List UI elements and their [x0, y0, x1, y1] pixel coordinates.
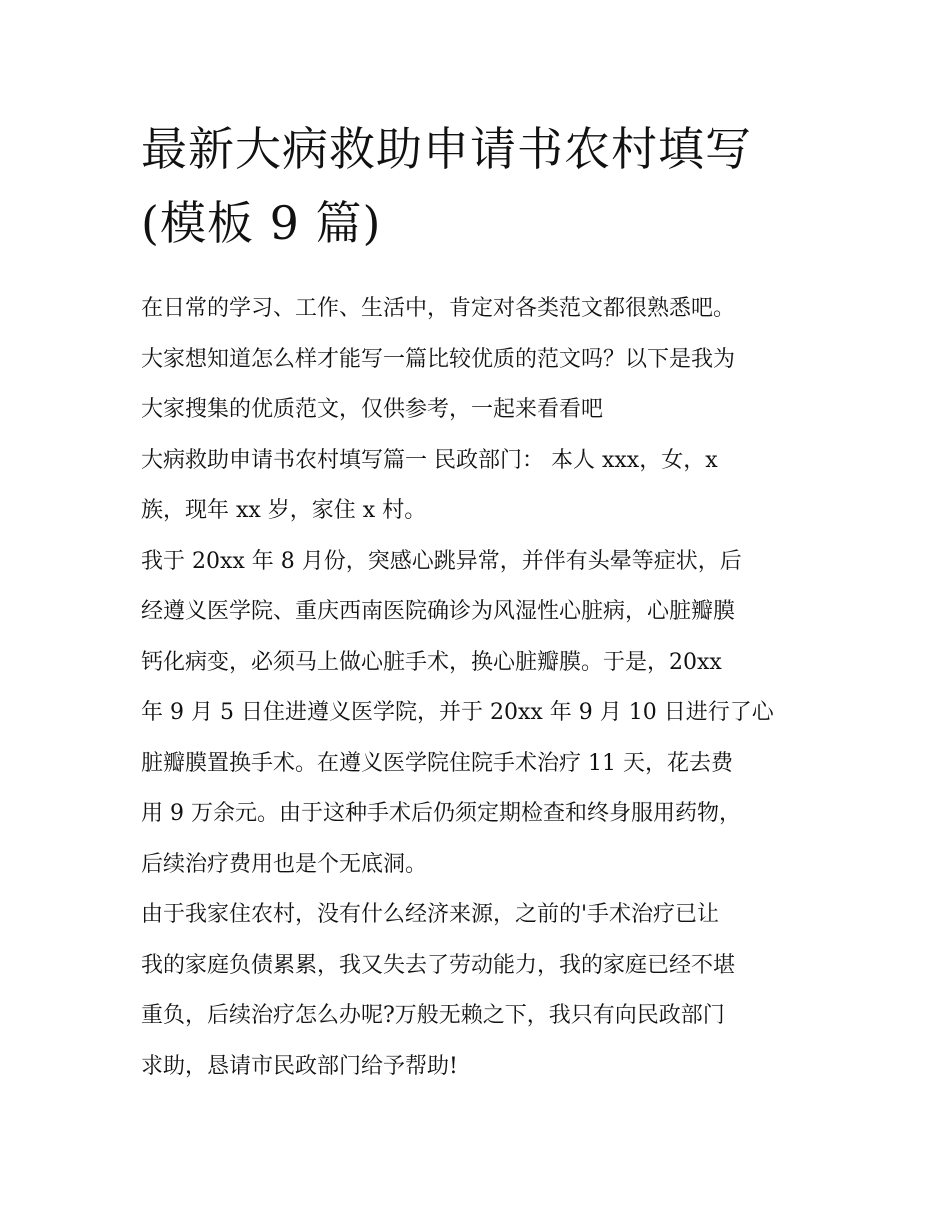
request-paragraph: [141, 890, 821, 1092]
text-line: 族，现年 xx 岁，家住 x 村。: [141, 498, 427, 523]
document-body: [141, 284, 821, 1092]
text-line: 脏瓣膜置换手术。在遵义医学院住院手术治疗 11 天，花去费: [141, 750, 733, 776]
text-line: 大家想知道怎么样才能写一篇比较优质的范文吗？以下是我为: [141, 346, 736, 372]
text-line: 重负，后续治疗怎么办呢?万般无赖之下，我只有向民政部门: [141, 1003, 725, 1028]
intro-paragraph: [141, 284, 821, 436]
article-heading-paragraph: [141, 436, 821, 537]
text-line: 钙化病变，必须马上做心脏手术，换心脏瓣膜。于是，20xx: [141, 649, 722, 675]
text-line: 经遵义医学院、重庆西南医院确诊为风湿性心脏病，心脏瓣膜: [141, 599, 736, 624]
document-page: [141, 112, 821, 1092]
text-line: 求助，恳请市民政部门给予帮助!: [141, 1053, 458, 1079]
title-line: (模板 9 篇): [141, 196, 382, 250]
document-title: [141, 112, 821, 260]
text-line: 在日常的学习、工作、生活中，肯定对各类范文都很熟悉吧。: [141, 296, 736, 321]
title-line: 最新大病救助申请书农村填写: [141, 122, 752, 176]
text-line: 由于我家住农村，没有什么经济来源，之前的'手术治疗已让: [141, 902, 720, 927]
text-line: 年 9 月 5 日住进遵义医学院，并于 20xx 年 9 月 10 日进行了心: [141, 700, 774, 725]
text-line: 我于 20xx 年 8 月份，突感心跳异常，并伴有头晕等症状，后: [141, 548, 742, 574]
text-line: 大家搜集的优质范文，仅供参考，一起来看看吧: [141, 397, 604, 422]
text-line: 我的家庭负债累累，我又失去了劳动能力，我的家庭已经不堪: [141, 952, 736, 978]
text-line: 大病救助申请书农村填写篇一 民政部门： 本人 xxx，女，x: [141, 447, 718, 473]
text-line: 后续治疗费用也是个无底洞。: [141, 851, 428, 877]
illness-paragraph: [141, 537, 821, 891]
text-line: 用 9 万余元。由于这种手术后仍须定期检查和终身服用药物，: [141, 801, 741, 826]
